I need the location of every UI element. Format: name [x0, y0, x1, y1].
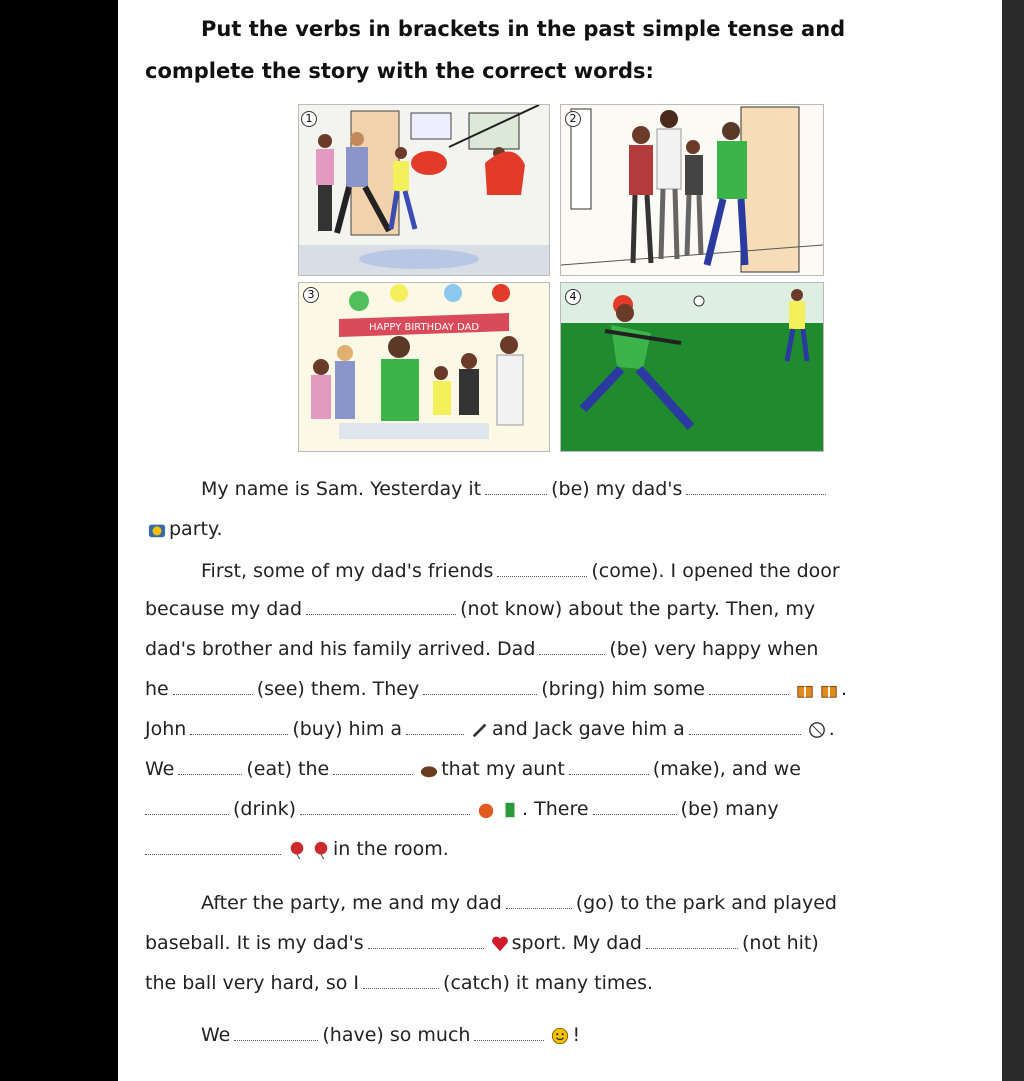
heart-icon [491, 935, 509, 953]
blank-bought[interactable] [190, 716, 288, 735]
birthday-icon [148, 521, 166, 539]
blank-brought[interactable] [423, 676, 537, 695]
blank-birthday[interactable] [686, 476, 826, 495]
story-line-2: party. [145, 518, 963, 548]
blank-balloons[interactable] [145, 836, 281, 855]
story-line-9: (drink) . There (be) many [145, 796, 963, 826]
story-line-14: We (have) so much ! [201, 1024, 581, 1046]
blank-bat[interactable] [406, 716, 464, 735]
blank-went[interactable] [506, 890, 572, 909]
story-line-13: the ball very hard, so I (catch) it many times. [145, 972, 654, 994]
blank-came[interactable] [497, 558, 587, 577]
drink-icon [477, 801, 495, 819]
story-line-1: My name is Sam. Yesterday it (be) my dad's [145, 476, 963, 506]
blank-favourite[interactable] [368, 930, 484, 949]
blank-was[interactable] [485, 476, 547, 495]
story-line-8: We (eat) the that my aunt (make), and we [145, 758, 801, 780]
blank-cake[interactable] [333, 756, 413, 775]
picture-number-3: 3 [303, 287, 319, 303]
blank-saw[interactable] [173, 676, 253, 695]
picture-number-4: 4 [565, 289, 581, 305]
worksheet-page [118, 0, 1002, 1081]
picture-number-2: 2 [565, 111, 581, 127]
picture-4-baseball [560, 282, 824, 452]
blank-had[interactable] [234, 1022, 318, 1041]
blank-fun[interactable] [474, 1022, 544, 1041]
instructions-title [145, 8, 985, 92]
blank-was-2[interactable] [539, 636, 605, 655]
picture-number-1: 1 [301, 111, 317, 127]
drink-icon-2 [501, 801, 519, 819]
picture-1-door-surprise [298, 104, 550, 276]
blank-didnt-hit[interactable] [646, 930, 738, 949]
picture-3-birthday-party [298, 282, 550, 452]
blank-caught[interactable] [363, 970, 439, 989]
story-line-10: in the room. [145, 836, 963, 866]
title-line-1: Put the verbs in brackets in the past simple tense and [201, 17, 846, 41]
story-line-11: After the party, me and my dad (go) to the park and played [201, 892, 837, 914]
baseball-bat-icon [471, 721, 489, 739]
blank-drank[interactable] [145, 796, 229, 815]
blank-didnt-know[interactable] [306, 596, 456, 615]
birthday-banner: HAPPY BIRTHDAY DAD [369, 322, 480, 333]
blank-made[interactable] [569, 756, 649, 775]
story-line-12: baseball. It is my dad's sport. My dad (not hit) [145, 932, 819, 954]
gift-icon-2 [820, 681, 838, 699]
balloon-icon-2 [312, 841, 330, 859]
blank-were[interactable] [593, 796, 677, 815]
smiley-icon [551, 1027, 569, 1045]
ball-icon [808, 721, 826, 739]
right-margin [1002, 0, 1024, 1081]
story-line-6: he (see) them. They (bring) him some . [145, 678, 847, 700]
picture-2-arrival [560, 104, 824, 276]
title-line-2: complete the story with the correct words: [145, 59, 654, 83]
balloon-icon [288, 841, 306, 859]
cake-icon [420, 761, 438, 779]
blank-drinks[interactable] [300, 796, 470, 815]
blank-ball[interactable] [689, 716, 801, 735]
blank-presents[interactable] [709, 676, 789, 695]
story-line-7: John (buy) him a and Jack gave him a . [145, 718, 835, 740]
story-line-3: First, some of my dad's friends (come). I opened the door [201, 560, 840, 582]
story-line-5: dad's brother and his family arrived. Dad (be) very happy when [145, 638, 819, 660]
story-line-4: because my dad (not know) about the party. Then, my [145, 598, 816, 620]
gift-icon [796, 681, 814, 699]
blank-ate[interactable] [178, 756, 242, 775]
